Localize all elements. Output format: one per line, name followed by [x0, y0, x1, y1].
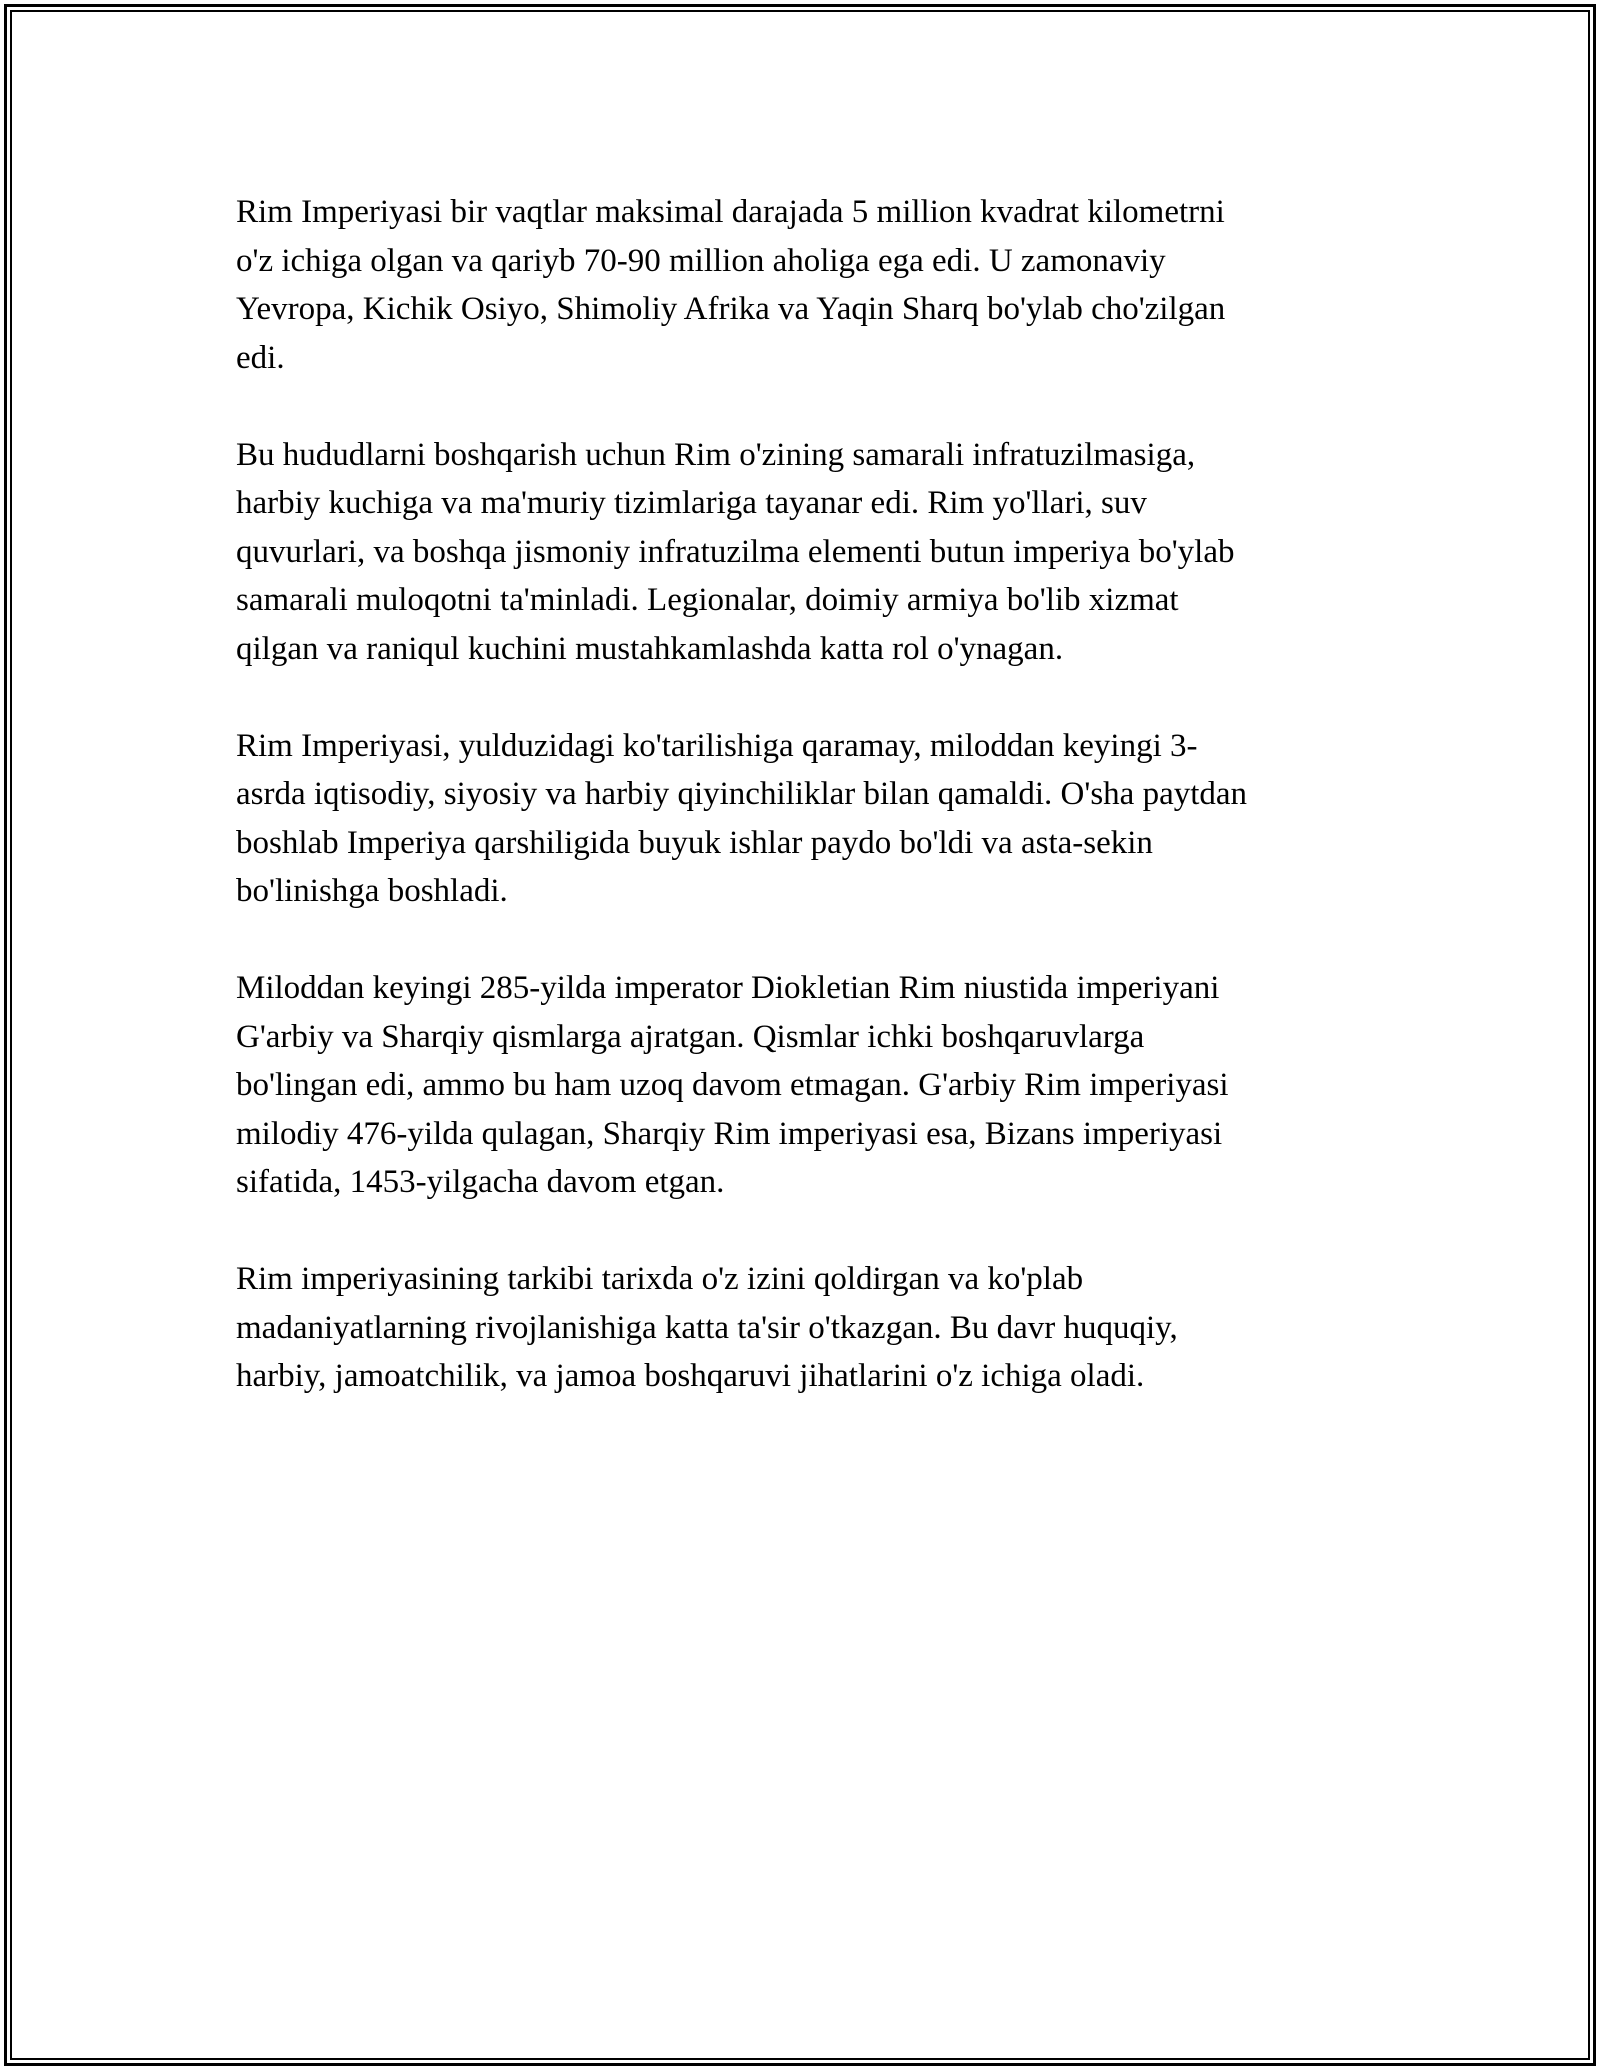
paragraph-3: Rim Imperiyasi, yulduzidagi ko'tarilishiga qaramay, miloddan keyingi 3- asrda iqtisodiy, siyosiy va harbiy qiyinchiliklar bilan qamaldi. O'sha paytdan boshlab Imperiya qarshiligida buyuk ishlar paydo bo'ldi va asta-sekin bo'linishga boshladi.	[236, 727, 1248, 909]
document-body	[236, 188, 1366, 1449]
paragraph-5: Rim imperiyasining tarkibi tarixda o'z izini qoldirgan va ko'plab madaniyatlarning rivojlanishiga katta ta'sir o'tkazgan. Bu davr huquqiy, harbiy, jamoatchilik, va jamoa boshqaruvi jihatlarini o'z ichiga oladi.	[236, 1261, 1178, 1394]
paragraph-2: Bu hududlarni boshqarish uchun Rim o'zining samarali infratuzilmasiga, harbiy kuchiga va ma'muriy tizimlariga tayanar edi. Rim yo'llari, suv quvurlari, va boshqa jismoniy infratuzilma elementi butun imperiya bo'ylab samarali muloqotni ta'minladi. Legionalar, doimiy armiya bo'lib xizmat qilgan va raniqul kuchini mustahkamlashda katta rol o'ynagan.	[236, 436, 1235, 667]
paragraph-1: Rim Imperiyasi bir vaqtlar maksimal darajada 5 million kvadrat kilometrni o'z ichiga olgan va qariyb 70-90 million aholiga ega edi. U zamonaviy Yevropa, Kichik Osiyo, Shimoliy Afrika va Yaqin Sharq bo'ylab cho'zilgan edi.	[236, 194, 1226, 376]
paragraph-4: Miloddan keyingi 285-yilda imperator Diokletian Rim niustida imperiyani G'arbiy va Sharqiy qismlarga ajratgan. Qismlar ichki boshqaruvlarga bo'lingan edi, ammo bu ham uzoq davom etmagan. G'arbiy Rim imperiyasi milodiy 476-yilda qulagan, Sharqiy Rim imperiyasi esa, Bizans imperiyasi sifatida, 1453-yilgacha davom etgan.	[236, 970, 1229, 1200]
